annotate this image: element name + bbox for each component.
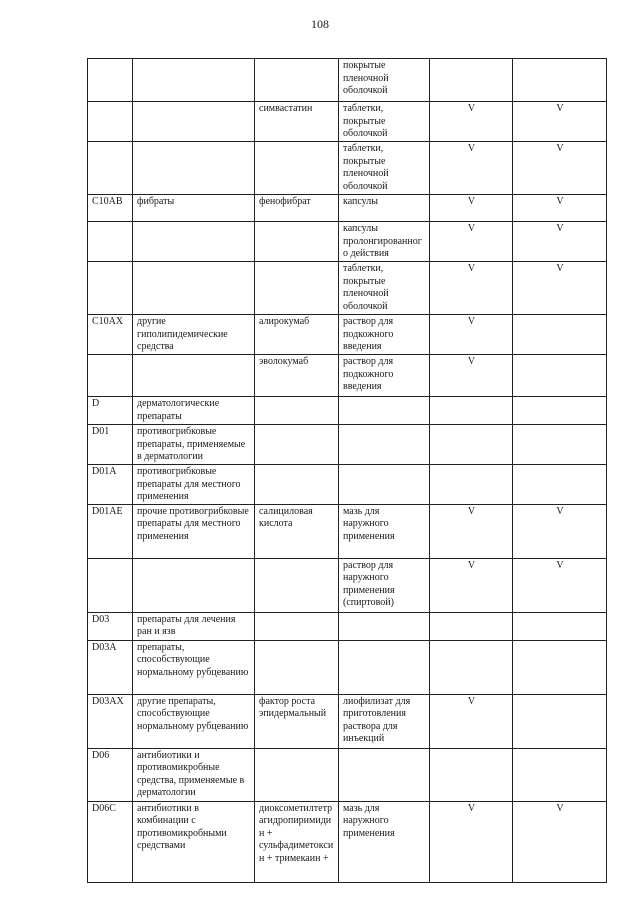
mark-column-2-cell: V: [513, 102, 607, 142]
mark-column-1-cell: V: [430, 222, 513, 262]
dosage-form-cell: таблетки, покрытые пленочной оболочкой: [339, 262, 430, 315]
atc-code-cell: D: [88, 397, 133, 425]
atc-group-cell: фибраты: [133, 195, 255, 222]
drug-name-cell: [255, 59, 339, 102]
atc-group-cell: [133, 59, 255, 102]
atc-code-cell: D01A: [88, 465, 133, 505]
dosage-form-cell: [339, 640, 430, 694]
mark-column-2-cell: V: [513, 142, 607, 195]
drug-name-cell: [255, 465, 339, 505]
table-row: [88, 425, 607, 465]
mark-column-2-cell: V: [513, 262, 607, 315]
mark-column-2-cell: [513, 465, 607, 505]
table-row: [88, 222, 607, 262]
dosage-form-cell: [339, 425, 430, 465]
atc-code-cell: D03A: [88, 640, 133, 694]
dosage-form-cell: таблетки, покрытые оболочкой: [339, 102, 430, 142]
atc-code-cell: [88, 142, 133, 195]
atc-group-cell: антибиотики и противомикробные средства, применяемые в дерматологии: [133, 748, 255, 801]
table-row: [88, 397, 607, 425]
atc-code-cell: D01: [88, 425, 133, 465]
drug-name-cell: диоксометилтетрагидропиримидин + сульфадиметоксин + тримекаин +: [255, 801, 339, 882]
drug-name-cell: [255, 558, 339, 612]
drug-name-cell: [255, 425, 339, 465]
dosage-form-cell: капсулы пролонгированного действия: [339, 222, 430, 262]
atc-group-cell: противогрибковые препараты для местного применения: [133, 465, 255, 505]
atc-group-cell: [133, 102, 255, 142]
drug-name-cell: [255, 142, 339, 195]
mark-column-2-cell: V: [513, 801, 607, 882]
atc-group-cell: [133, 142, 255, 195]
mark-column-2-cell: [513, 612, 607, 640]
atc-group-cell: [133, 355, 255, 397]
drug-table: [87, 58, 607, 883]
drug-name-cell: [255, 640, 339, 694]
table-row: [88, 102, 607, 142]
table-row: [88, 748, 607, 801]
drug-name-cell: [255, 262, 339, 315]
mark-column-1-cell: V: [430, 315, 513, 355]
atc-code-cell: D03: [88, 612, 133, 640]
atc-code-cell: [88, 102, 133, 142]
dosage-form-cell: [339, 612, 430, 640]
mark-column-2-cell: [513, 425, 607, 465]
drug-name-cell: [255, 222, 339, 262]
drug-name-cell: симвастатин: [255, 102, 339, 142]
mark-column-2-cell: [513, 640, 607, 694]
dosage-form-cell: мазь для наружного применения: [339, 801, 430, 882]
atc-group-cell: антибиотики в комбинации с противомикробными средствами: [133, 801, 255, 882]
mark-column-1-cell: V: [430, 262, 513, 315]
dosage-form-cell: раствор для подкожного введения: [339, 355, 430, 397]
table-row: [88, 355, 607, 397]
drug-name-cell: фактор роста эпидермальный: [255, 694, 339, 748]
mark-column-1-cell: V: [430, 801, 513, 882]
mark-column-2-cell: V: [513, 504, 607, 558]
dosage-form-cell: [339, 748, 430, 801]
atc-group-cell: [133, 222, 255, 262]
mark-column-1-cell: V: [430, 102, 513, 142]
drug-name-cell: [255, 748, 339, 801]
atc-group-cell: препараты для лечения ран и язв: [133, 612, 255, 640]
mark-column-1-cell: [430, 465, 513, 505]
drug-name-cell: эволокумаб: [255, 355, 339, 397]
table-row: [88, 640, 607, 694]
drug-name-cell: алирокумаб: [255, 315, 339, 355]
table-row: [88, 195, 607, 222]
atc-code-cell: D03AX: [88, 694, 133, 748]
atc-code-cell: C10AB: [88, 195, 133, 222]
table-row: [88, 315, 607, 355]
mark-column-2-cell: [513, 748, 607, 801]
drug-name-cell: фенофибрат: [255, 195, 339, 222]
drug-name-cell: [255, 397, 339, 425]
mark-column-1-cell: [430, 612, 513, 640]
dosage-form-cell: [339, 397, 430, 425]
mark-column-1-cell: V: [430, 355, 513, 397]
mark-column-1-cell: V: [430, 504, 513, 558]
atc-code-cell: C10AX: [88, 315, 133, 355]
dosage-form-cell: [339, 465, 430, 505]
atc-code-cell: D06: [88, 748, 133, 801]
mark-column-1-cell: V: [430, 558, 513, 612]
dosage-form-cell: таблетки, покрытые пленочной оболочкой: [339, 142, 430, 195]
mark-column-1-cell: V: [430, 195, 513, 222]
mark-column-2-cell: V: [513, 558, 607, 612]
drug-name-cell: салициловая кислота: [255, 504, 339, 558]
dosage-form-cell: мазь для наружного применения: [339, 504, 430, 558]
dosage-form-cell: капсулы: [339, 195, 430, 222]
drug-table-container: [87, 58, 606, 883]
mark-column-1-cell: [430, 640, 513, 694]
atc-code-cell: [88, 59, 133, 102]
dosage-form-cell: раствор для подкожного введения: [339, 315, 430, 355]
mark-column-2-cell: V: [513, 195, 607, 222]
drug-table-body: [88, 59, 607, 883]
mark-column-2-cell: [513, 315, 607, 355]
mark-column-2-cell: [513, 355, 607, 397]
mark-column-2-cell: [513, 59, 607, 102]
table-row: [88, 558, 607, 612]
table-row: [88, 504, 607, 558]
atc-code-cell: [88, 558, 133, 612]
page-number: 108: [311, 17, 329, 31]
mark-column-1-cell: [430, 748, 513, 801]
mark-column-1-cell: V: [430, 142, 513, 195]
mark-column-2-cell: [513, 397, 607, 425]
table-row: [88, 465, 607, 505]
mark-column-2-cell: V: [513, 222, 607, 262]
table-row: [88, 59, 607, 102]
table-row: [88, 612, 607, 640]
table-row: [88, 801, 607, 882]
atc-code-cell: D01AE: [88, 504, 133, 558]
table-row: [88, 694, 607, 748]
mark-column-1-cell: [430, 397, 513, 425]
atc-code-cell: [88, 262, 133, 315]
table-row: [88, 142, 607, 195]
atc-group-cell: противогрибковые препараты, применяемые в дерматологии: [133, 425, 255, 465]
atc-code-cell: D06C: [88, 801, 133, 882]
drug-name-cell: [255, 612, 339, 640]
dosage-form-cell: покрытые пленочной оболочкой: [339, 59, 430, 102]
atc-group-cell: другие гиполипидемические средства: [133, 315, 255, 355]
mark-column-1-cell: [430, 59, 513, 102]
table-row: [88, 262, 607, 315]
atc-group-cell: [133, 558, 255, 612]
dosage-form-cell: раствор для наружного применения (спиртовой): [339, 558, 430, 612]
mark-column-2-cell: [513, 694, 607, 748]
atc-group-cell: [133, 262, 255, 315]
atc-group-cell: прочие противогрибковые препараты для местного применения: [133, 504, 255, 558]
dosage-form-cell: лиофилизат для приготовления раствора для инъекций: [339, 694, 430, 748]
mark-column-1-cell: [430, 425, 513, 465]
atc-code-cell: [88, 222, 133, 262]
mark-column-1-cell: V: [430, 694, 513, 748]
atc-code-cell: [88, 355, 133, 397]
atc-group-cell: другие препараты, способствующие нормальному рубцеванию: [133, 694, 255, 748]
atc-group-cell: дерматологические препараты: [133, 397, 255, 425]
atc-group-cell: препараты, способствующие нормальному рубцеванию: [133, 640, 255, 694]
